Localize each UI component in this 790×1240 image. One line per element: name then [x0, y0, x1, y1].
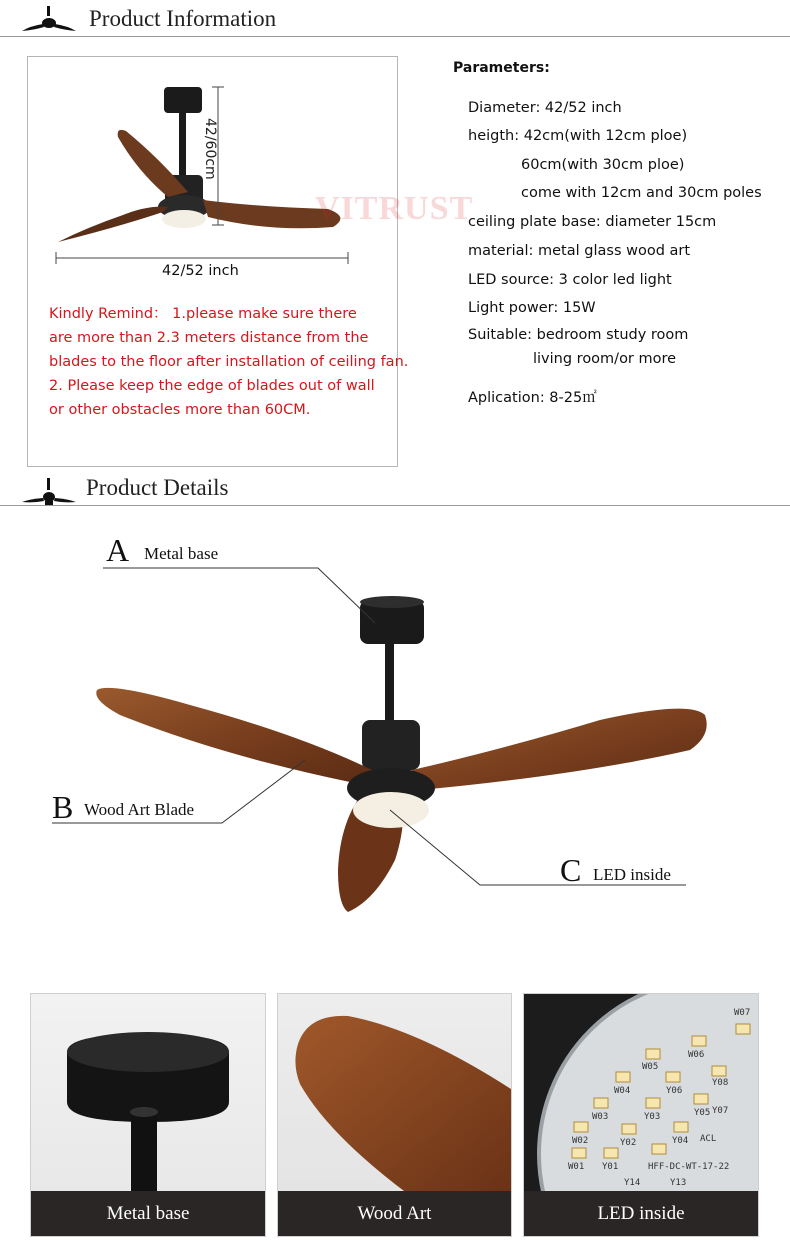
param-poles: come with 12cm and 30cm poles	[521, 185, 762, 201]
section-divider	[0, 36, 790, 37]
fan-logo-icon	[20, 6, 80, 36]
param-diameter: Diameter: 42/52 inch	[468, 100, 622, 116]
wood-blade-image	[278, 994, 511, 1194]
pcb-label: Y13	[670, 1178, 687, 1188]
photo-caption: LED inside	[524, 1191, 758, 1236]
photo-metal-base	[30, 993, 266, 1237]
pcb-label: Y04	[672, 1136, 689, 1146]
width-dimension-label: 42/52 inch	[162, 263, 239, 279]
pcb-label: Y01	[602, 1162, 619, 1172]
pcb-label: Y14	[624, 1178, 641, 1188]
pcb-label: W04	[614, 1086, 631, 1096]
section-divider	[0, 505, 790, 506]
callout-a-letter: A	[106, 532, 130, 568]
photo-caption: Metal base	[31, 1191, 265, 1236]
pcb-label: W06	[688, 1050, 705, 1060]
pcb-label: Y07	[712, 1106, 729, 1116]
remind-line: 2. Please keep the edge of blades out of wall	[49, 378, 375, 394]
param-height: heigth: 42cm(with 12cm ploe)	[468, 128, 688, 144]
param-material: material: metal glass wood art	[468, 243, 691, 259]
pcb-label: W07	[734, 1008, 751, 1018]
pcb-label: W02	[572, 1136, 589, 1146]
metal-base-image	[31, 994, 265, 1194]
brand-watermark: VITRUST	[315, 190, 474, 227]
kindly-remind-note	[49, 302, 408, 422]
param-ceiling-plate: ceiling plate base: diameter 15cm	[468, 214, 717, 230]
fan-logo-icon	[20, 478, 80, 508]
parameters-heading: Parameters:	[453, 60, 550, 76]
fan-detail-illustration	[0, 520, 790, 920]
remind-line: Kindly Remind： 1.please make sure there	[49, 306, 357, 322]
remind-line: or other obstacles more than 60CM.	[49, 402, 311, 418]
callout-c-letter: C	[560, 852, 582, 888]
callout-a-text: Metal base	[144, 544, 219, 563]
pcb-label: ACL	[700, 1134, 717, 1144]
pcb-label: Y02	[620, 1138, 637, 1148]
param-led-source: LED source: 3 color led light	[468, 272, 672, 288]
photo-wood-art	[277, 993, 512, 1237]
pcb-label: Y08	[712, 1078, 729, 1088]
pcb-label: Y05	[694, 1108, 711, 1118]
height-dimension-label: 42/60cm	[202, 118, 218, 180]
pcb-label: Y03	[644, 1112, 661, 1122]
section-title-product-details: Product Details	[86, 475, 229, 500]
pcb-label: W01	[568, 1162, 585, 1172]
callout-b-letter: B	[52, 789, 74, 825]
pcb-label: HFF-DC-WT-17-22	[648, 1162, 730, 1172]
remind-line: blades to the floor after installation of ceiling fan.	[49, 354, 409, 370]
param-suitable-2: living room/or more	[533, 351, 677, 367]
callout-c-text: LED inside	[593, 865, 671, 884]
param-application: Aplication: 8-25㎡	[468, 390, 597, 406]
photo-led-inside	[523, 993, 759, 1237]
pcb-label: W05	[642, 1062, 659, 1072]
pcb-label: Y06	[666, 1086, 683, 1096]
param-height-2: 60cm(with 30cm ploe)	[521, 157, 685, 173]
pcb-label: W03	[592, 1112, 609, 1122]
section-title-product-information: Product Information	[89, 6, 277, 31]
remind-line: are more than 2.3 meters distance from the	[49, 330, 369, 346]
callout-b-text: Wood Art Blade	[84, 800, 195, 819]
param-suitable: Suitable: bedroom study room	[468, 327, 689, 343]
photo-caption: Wood Art	[278, 1191, 511, 1236]
param-light-power: Light power: 15W	[468, 300, 596, 316]
